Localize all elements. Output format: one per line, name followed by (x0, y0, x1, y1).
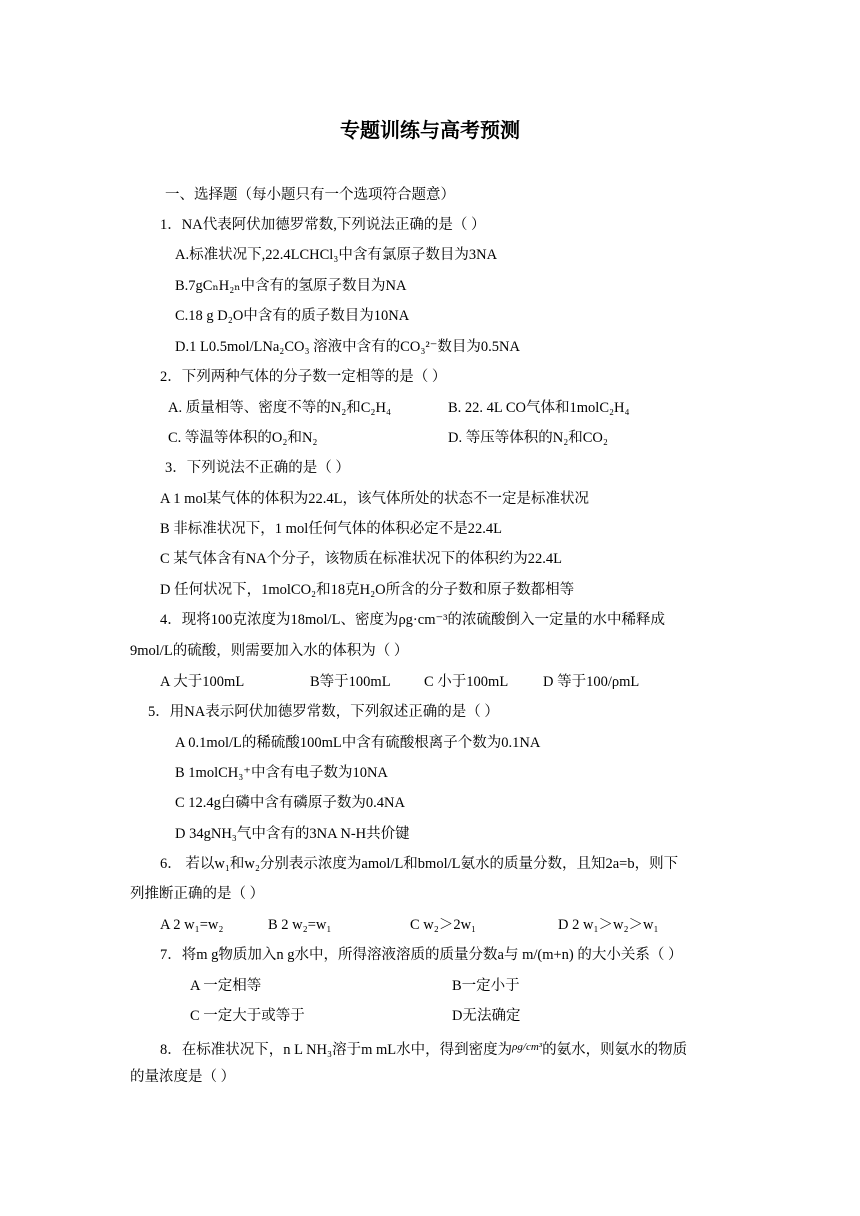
question-8-text-before: 8．在标准状况下，n L NH₃溶于m mL水中，得到密度为 (160, 1042, 513, 1058)
question-3-option-a: A 1 mol某气体的体积为22.4L，该气体所处的状态不一定是标准状况 (160, 491, 589, 507)
question-6-option-d: D 2 w₁＞w₂＞w₁ (558, 917, 659, 933)
question-7-option-c: C 一定大于或等于 (190, 1008, 305, 1024)
question-4: 4．现将100克浓度为18mol/L、密度为ρg·cm⁻³的浓硫酸倒入一定量的水中稀释成 (160, 612, 665, 628)
question-8-text-after: 的氨水，则氨水的物质 (542, 1042, 688, 1058)
question-4-option-b: B等于100mL (310, 674, 391, 690)
question-6-continued: 列推断正确的是（ ） (130, 886, 265, 902)
question-1-option-c: C.18 g D₂O中含有的质子数目为10NA (175, 308, 410, 324)
question-5-option-a: A 0.1mol/L的稀硫酸100mL中含有硫酸根离子个数为0.1NA (175, 735, 541, 751)
question-5-option-b: B 1molCH₃⁺中含有电子数为10NA (175, 765, 388, 781)
section-heading: 一、选择题（每小题只有一个选项符合题意） (165, 187, 455, 203)
question-2-option-a: A. 质量相等、密度不等的N₂和C₂H₄ (168, 400, 392, 416)
question-1-option-b: B.7gCₙH₂ₙ中含有的氢原子数目为NA (175, 278, 407, 294)
question-1-option-d: D.1 L0.5mol/LNa₂CO₃ 溶液中含有的CO₃²⁻数目为0.5NA (175, 339, 520, 355)
question-2-option-d: D. 等压等体积的N₂和CO₂ (448, 430, 608, 446)
question-3-option-b: B 非标准状况下，1 mol任何气体的体积必定不是22.4L (160, 521, 502, 537)
question-6-option-a: A 2 w₁=w₂ (160, 917, 224, 933)
question-4-option-a: A 大于100mL (160, 674, 245, 690)
question-4-option-d: D 等于100/ρmL (543, 674, 640, 690)
question-7-option-d: D无法确定 (452, 1008, 521, 1024)
question-2-option-b: B. 22. 4L CO气体和1molC₂H₄ (448, 400, 630, 416)
question-8 (160, 1037, 687, 1060)
question-5-option-c: C 12.4g白磷中含有磷原子数为0.4NA (175, 795, 405, 811)
question-5: 5．用NA表示阿伏加德罗常数，下列叙述正确的是（ ） (148, 704, 499, 720)
question-3-option-c: C 某气体含有NA个分子，该物质在标准状况下的体积约为22.4L (160, 551, 562, 567)
question-6: 6． 若以w₁和w₂分别表示浓度为amol/L和bmol/L氨水的质量分数，且知2a=b，则下 (160, 856, 679, 872)
question-2-option-c: C. 等温等体积的O₂和N₂ (168, 430, 318, 446)
question-4-continued: 9mol/L的硫酸，则需要加入水的体积为（ ） (130, 643, 409, 659)
question-8-continued: 的量浓度是（ ） (130, 1069, 236, 1085)
question-5-option-d: D 34gNH₃气中含有的3NA N-H共价键 (175, 826, 410, 842)
density-formula: ρg/cm³ (512, 1041, 543, 1053)
question-4-option-c: C 小于100mL (424, 674, 509, 690)
question-1-option-a: A.标准状况下,22.4LCHCl₃中含有氯原子数目为3NA (175, 247, 498, 263)
question-7-option-a: A 一定相等 (190, 978, 262, 994)
question-3-option-d: D 任何状况下，1molCO₂和18克H₂O所含的分子数和原子数都相等 (160, 582, 575, 598)
question-2: 2．下列两种气体的分子数一定相等的是（ ） (160, 369, 447, 385)
question-1: 1．NA代表阿伏加德罗常数,下列说法正确的是（ ） (160, 217, 486, 233)
question-6-option-c: C w₂＞2w₁ (410, 917, 477, 933)
question-3: 3．下列说法不正确的是（ ） (165, 460, 350, 476)
question-6-option-b: B 2 w₂=w₁ (268, 917, 332, 933)
question-7-option-b: B一定小于 (452, 978, 520, 994)
question-7: 7．将m g物质加入n g水中，所得溶液溶质的质量分数a与 m/(m+n) 的大小关系（ ） (160, 947, 683, 963)
page-title: 专题训练与高考预测 (340, 118, 520, 142)
